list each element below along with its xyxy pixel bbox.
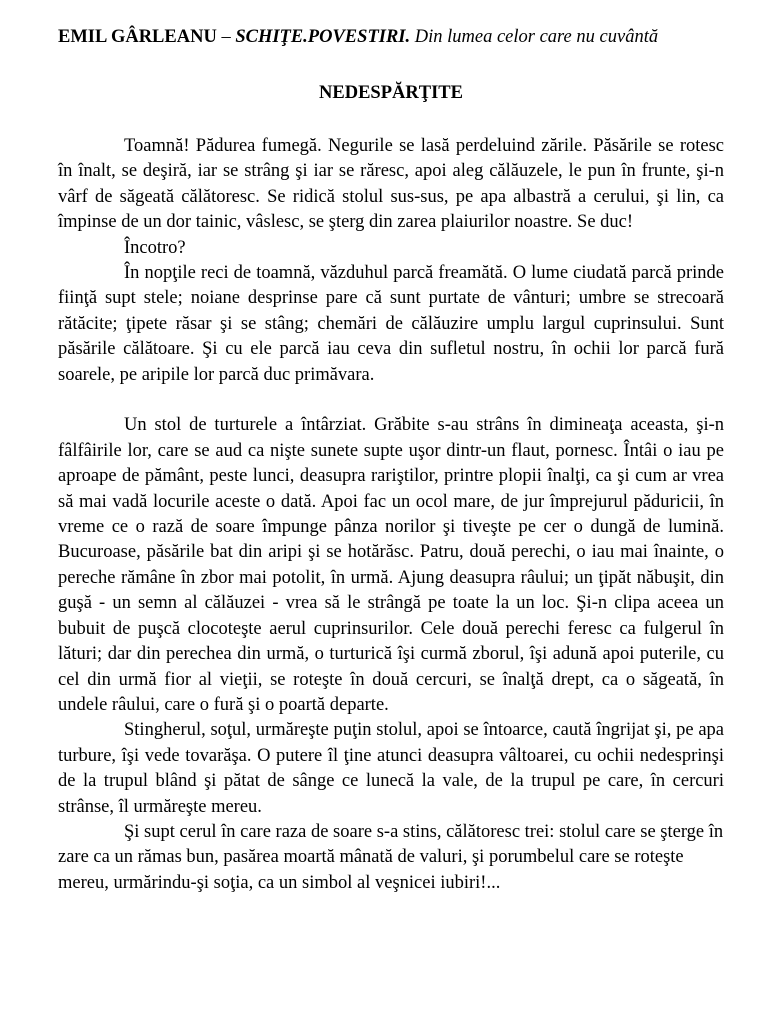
paragraph-4: Un stol de turturele a întârziat. Grăbite s-au strâns în dimineaţa aceasta, şi-n fâlfâirile lor, care se aud ca nişte sunete supte uşor dintr-un flaut, pornesc. Întâi o iau pe aproape de pământ, peste lunci, deasupra rariştilor, printre plopii înalţi, ca şi cum ar vrea să mai vadă locurile aceste o dată. Apoi fac un ocol mare, de jur împrejurul păduricii, în vreme ce o rază de soare împunge pânza norilor şi tiveşte pe cer o dungă de lumină. Bucuroase, păsările bat din aripi şi se hotărăsc. Patru, două perechi, o iau mai înainte, o pereche rămâne în zbor mai potolit, în urmă. Ajung deasupra râului; un ţipăt năbuşit, din guşă - un semn al călăuzei - vrea să le strângă pe toate la un loc. Şi-n clipa aceea un bubuit de puşcă clocoteşte aerul cuprinsurilor. Cele două perechi feresc ca fulgerul în lături; dar din perechea din urmă, o turturică îşi curmă zborul, îşi adună apoi puterile, cu cel din urmă fior al vieţii, se roteşte în două cercuri, se înalţă drept, ca o săgeată, în undele râului, care o fură şi o poartă departe.	[58, 415, 724, 715]
header-series: SCHIŢE.POVESTIRI.	[235, 27, 411, 47]
document-page	[58, 24, 724, 896]
running-header	[58, 24, 724, 50]
paragraph-5: Stingherul, soţul, urmăreşte puţin stolul, apoi se întoarce, caută îngrijat şi, pe apa turbure, îşi vede tovarăşa. O putere îl ţine atunci deasupra vâltoarei, cu ochii nedesprinşi de la trupul blând şi pătat de sânge ce lunecă la vale, de la trupul pe care, în cercuri strânse, îl urmăreşte mereu.	[58, 720, 724, 817]
header-author: EMIL GÂRLEANU	[58, 27, 217, 47]
paragraph-6: Şi supt cerul în care raza de soare s-a stins, călătoresc trei: stolul care se şterge în zare ca un rămas bun, pasărea moartă mânată de valuri, şi porumbelul care se roteşte mereu, urmărindu-şi soţia, ca un simbol al veşnicei iubiri!...	[58, 821, 724, 893]
story-title: NEDESPĂRŢITE	[319, 83, 463, 103]
paragraph-1: Toamnă! Pădurea fumegă. Negurile se lasă perdeluind zările. Păsările se rotesc în înalt, se deşiră, iar se strâng şi iar se răresc, apoi aleg călăuzele, le pun în frunte, şi-n vârf de săgeată călătoresc. Se ridică stolul sus-sus, pe apa albastră a cerului, şi lin, ca împinse de un dor tainic, vâslesc, se şterg din zarea plaiurilor noastre. Se duc!	[58, 136, 724, 233]
paragraph-3: În nopţile reci de toamnă, văzduhul parcă freamătă. O lume ciudată parcă prinde fiinţă supt stele; noiane desprinse pare că sunt purtate de vânturi; umbre se strecoară rătăcite; ţipete răsar şi se stâng; chemări de călăuzire umplu largul cuprinsului. Sunt păsările călătoare. Şi cu ele parcă iau ceva din sufletul nostru, în ochii lor parcă fură soarele, pe aripile lor parcă duc primăvara.	[58, 263, 724, 385]
header-dash: –	[216, 27, 236, 47]
header-book: Din lumea celor care nu cuvântă	[410, 27, 659, 47]
paragraph-2: Încotro?	[124, 237, 186, 258]
